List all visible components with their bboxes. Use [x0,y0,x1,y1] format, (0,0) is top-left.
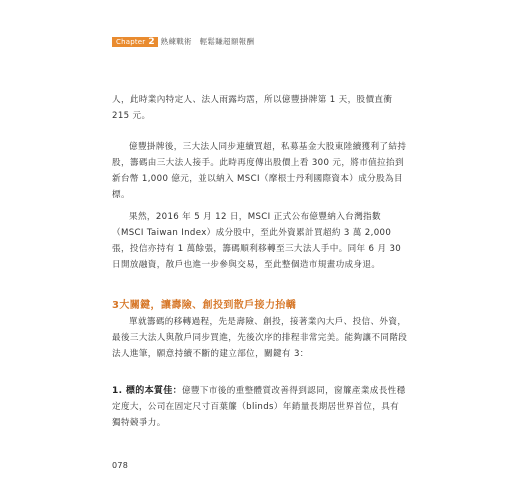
section-heading: 3大關鍵，讓壽險、創投到散戶接力抬轎 [112,300,297,311]
paragraph-1: 人，此時業內特定人、法人雨露均霑，所以億豐掛牌第 1 天，股價直衝 215 元。 [112,95,393,121]
point-1 [112,383,408,431]
section-intro-block [112,314,408,362]
chapter-badge [112,37,158,47]
chapter-word: Chapter [116,38,146,46]
paragraph-3: 果然，2016 年 5 月 12 日，MSCI 正式公布億豐納入台灣指數（MSCI Taiwan Index）成分股中，至此外資累計買超約 3 萬 2,000 張，投信亦持有 1 萬餘張，籌碼順利移轉至三大法人手中。同年 6 月 30 日開放融資，散戶也進一步參與交易，至此整個造市規畫功成身退。 [112,212,402,270]
paragraph-1-block [112,92,408,124]
paragraph-2: 億豐掛牌後，三大法人同步連續買超，私募基金大股東陸續獲利了結持股，籌碼由三大法人接手。此時再度傳出股價上看 300 元，將市值拉抬到新台幣 1,000 億元，並以納入 MSCI（摩根士丹利國際資本）成分股為目標。 [112,142,407,200]
chapter-number: 2 [148,37,155,47]
point-1-label: 1. 標的本質佳： [112,386,182,396]
chapter-title: 熟練戰術 輕鬆賺超額報酬 [160,37,255,46]
point-1-text: 億豐下市後的重整體質改善得到認同，窗簾產業成長性穩定度大，公司在固定尺寸百葉簾（blinds）年銷量長期居世界首位，具有獨特競爭力。 [112,386,406,428]
paragraph-3-block [112,209,408,273]
section-intro: 單就籌碼的移轉過程，先是壽險、創投，接著業內大戶、投信、外資，最後三大法人與散戶同步買進，先後次序的排程非常完美。能夠讓不同階段法人進筆，願意持續不斷的建立部位，關鍵有 3： [112,317,408,359]
paragraph-2-block [112,139,408,203]
running-header [112,37,254,47]
page-number: 078 [112,461,129,470]
